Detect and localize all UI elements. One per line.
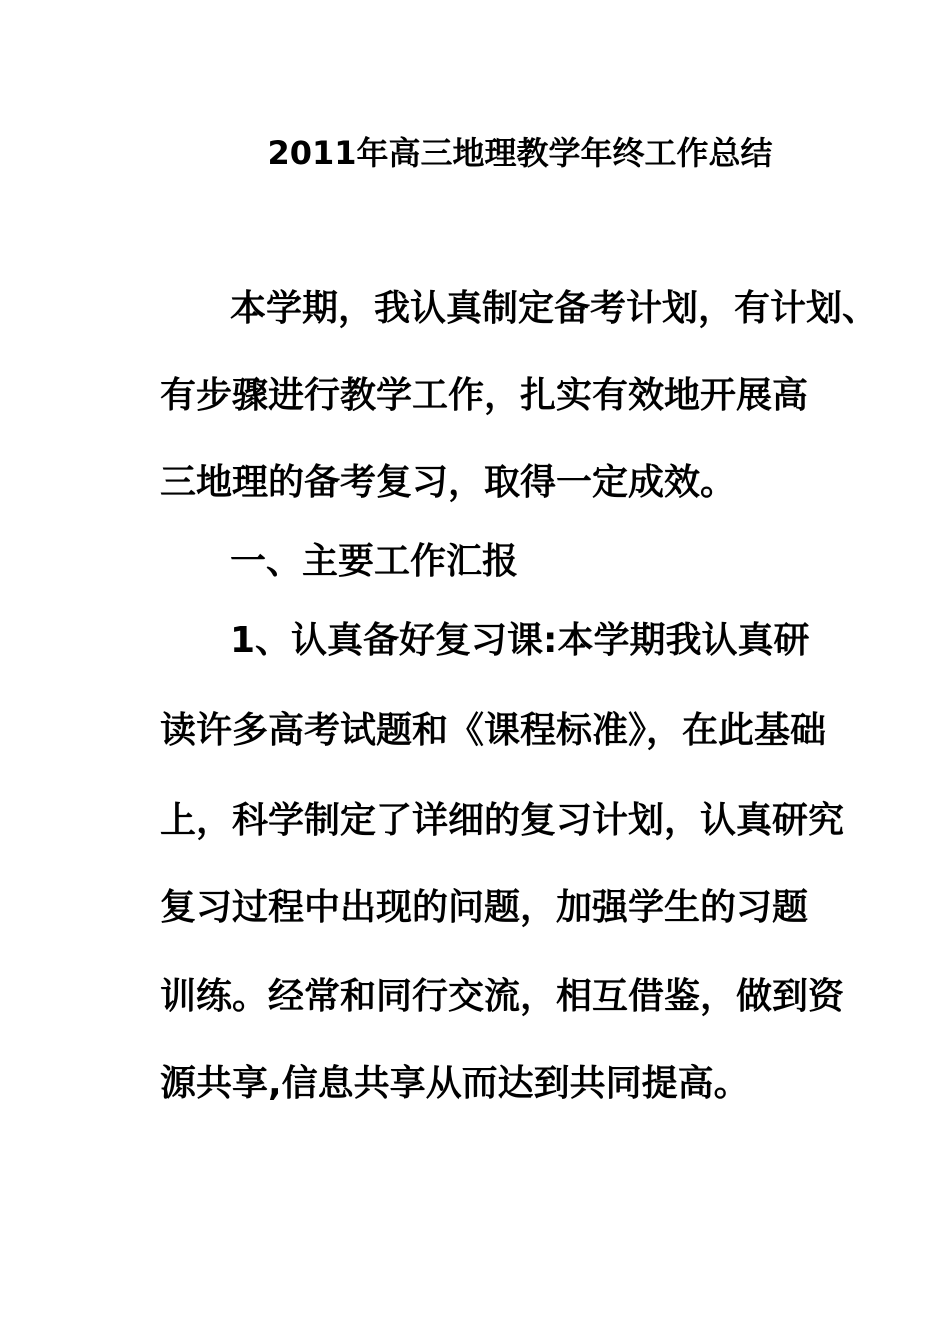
paragraph-line-5: 1、认真备好复习课:本学期我认真研	[230, 620, 810, 661]
paragraph-line-2: 有步骤进行教学工作，扎实有效地开展高	[160, 375, 809, 416]
paragraph-line-7: 上，科学制定了详细的复习计划，认真研究	[160, 800, 845, 841]
section-heading: 一、主要工作汇报	[230, 541, 519, 582]
paragraph-line-6: 读许多高考试题和《课程标准》，在此基础	[160, 710, 827, 751]
paragraph-line-10: 源共享,信息共享从而达到共同提高。	[160, 1063, 750, 1104]
paragraph-line-1: 本学期，我认真制定备考计划，有计划、	[230, 288, 879, 329]
document-title: 2011年高三地理教学年终工作总结	[267, 134, 773, 172]
paragraph-line-3: 三地理的备考复习，取得一定成效。	[160, 462, 737, 503]
paragraph-line-8: 复习过程中出现的问题，加强学生的习题	[160, 887, 809, 928]
paragraph-line-9: 训练。经常和同行交流，相互借鉴，做到资	[160, 976, 845, 1017]
